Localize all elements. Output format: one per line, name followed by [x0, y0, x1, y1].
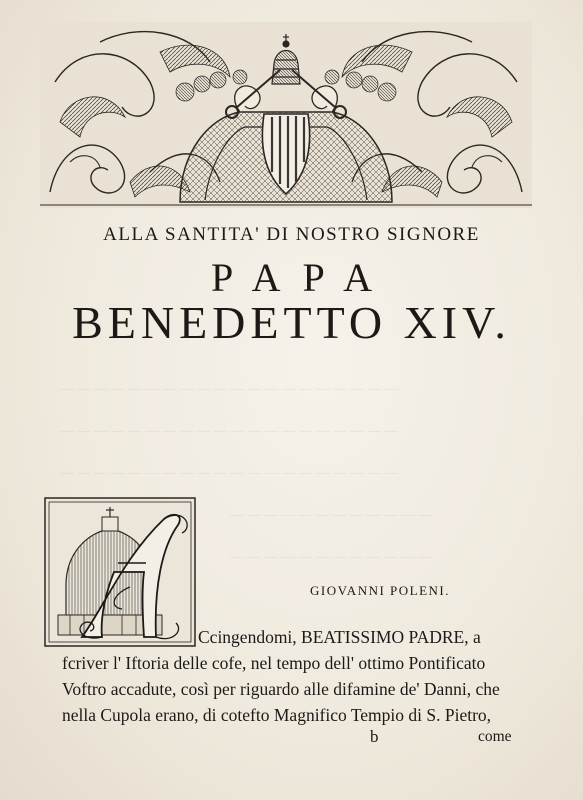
- body-line-3: Voftro accadute, così per riguardo alle difamine de' Danni, che: [62, 679, 500, 699]
- signature-mark: b: [370, 727, 379, 746]
- body-line-1: Ccingendomi, BEATISSIMO PADRE, a: [198, 627, 481, 647]
- body-line-2: fcriver l' Iftoria delle cofe, nel tempo dell' ottimo Pontificato: [62, 653, 486, 673]
- author-name: GIOVANNI POLENI.: [309, 583, 451, 598]
- catchword: come: [478, 728, 512, 745]
- dedication-line-1: ALLA SANTITA' DI NOSTRO SIGNORE: [103, 224, 480, 245]
- dedication-line-2: PAPA: [211, 255, 394, 300]
- decorated-initial-a-icon: [44, 497, 196, 647]
- body-line-4: nella Cupola erano, di cotefto Magnifico Tempio di S. Pietro,: [62, 705, 492, 725]
- dedication-line-3: BENEDETTO XIV.: [72, 297, 511, 348]
- papal-arms-headpiece-icon: [40, 22, 532, 208]
- book-page: — — — — — — — — — — — — — — — — — — — — — — — — — — — — — — — — — — — — — — — — — — — — — — — — — — — — — — — — — — — — — — — — — — — — — — — — — — — — — — — — — — — — ALLA SANTITA' DI NOSTRO SIGNORE PAPA BENEDETTO XIV. GIOVANNI POLENI. Ccingendomi, BEATISSIMO PADRE, a fcriver l' Iftoria delle cofe, nel tempo dell' ottimo Pontificato Voftro accadute, così per riguardo alle difamine de' Danni, che nella Cupola erano, di cotefto Magnifico Tempio di S. Pietro, b come: [0, 0, 583, 800]
